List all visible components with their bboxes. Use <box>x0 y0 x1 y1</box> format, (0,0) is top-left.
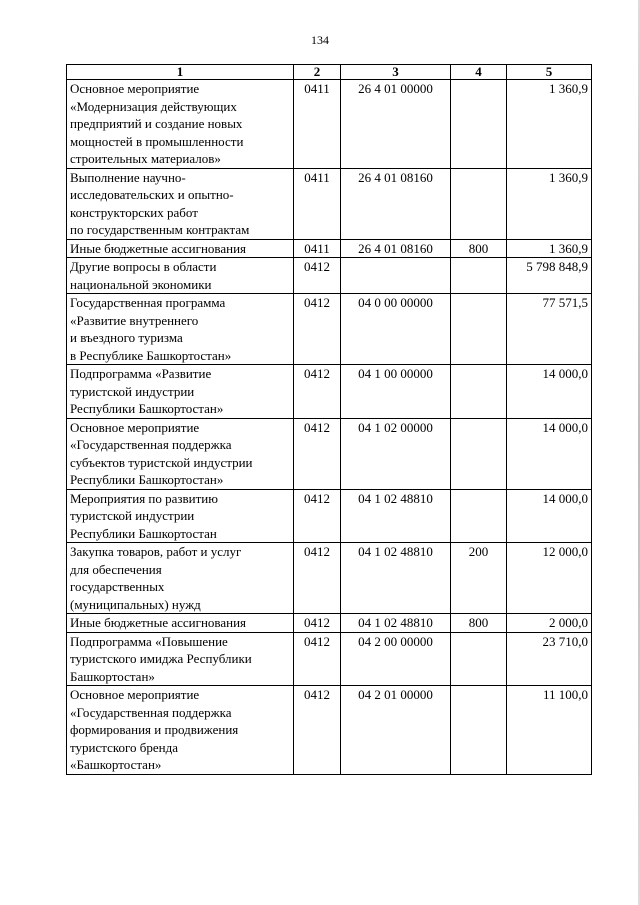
row-name-cell: Закупка товаров, работ и услуг для обеспечения государственных (муниципальных) нужд <box>67 543 294 614</box>
row-name-cell: Выполнение научно- исследовательских и опытно- конструкторских работ по государственным контрактам <box>67 168 294 239</box>
table-row <box>67 543 592 614</box>
row-target-cell: 26 4 01 08160 <box>341 239 451 258</box>
row-amount-cell: 14 000,0 <box>507 489 592 543</box>
row-type-cell <box>451 686 507 775</box>
row-name-cell: Мероприятия по развитию туристской индустрии Республики Башкортостан <box>67 489 294 543</box>
row-target-cell: 26 4 01 00000 <box>341 80 451 169</box>
row-section-cell: 0412 <box>294 294 341 365</box>
row-amount-cell: 2 000,0 <box>507 614 592 633</box>
row-target-cell: 26 4 01 08160 <box>341 168 451 239</box>
row-target-cell: 04 1 02 48810 <box>341 543 451 614</box>
row-amount-cell: 1 360,9 <box>507 80 592 169</box>
table-row <box>67 614 592 633</box>
table-row <box>67 365 592 419</box>
table-row <box>67 686 592 775</box>
table-row <box>67 294 592 365</box>
row-section-cell: 0412 <box>294 686 341 775</box>
row-type-cell <box>451 80 507 169</box>
row-amount-cell: 5 798 848,9 <box>507 258 592 294</box>
column-header-name: 1 <box>67 65 294 80</box>
row-amount-cell: 14 000,0 <box>507 365 592 419</box>
column-header-section: 2 <box>294 65 341 80</box>
row-target-cell <box>341 258 451 294</box>
row-type-cell <box>451 365 507 419</box>
row-type-cell <box>451 294 507 365</box>
row-name-cell: Подпрограмма «Повышение туристского имиджа Республики Башкортостан» <box>67 632 294 686</box>
table-row <box>67 632 592 686</box>
row-section-cell: 0412 <box>294 489 341 543</box>
row-section-cell: 0411 <box>294 80 341 169</box>
row-section-cell: 0412 <box>294 614 341 633</box>
row-type-cell <box>451 489 507 543</box>
row-target-cell: 04 1 00 00000 <box>341 365 451 419</box>
row-type-cell: 800 <box>451 239 507 258</box>
row-section-cell: 0412 <box>294 258 341 294</box>
budget-table <box>66 64 592 775</box>
row-section-cell: 0412 <box>294 365 341 419</box>
row-amount-cell: 1 360,9 <box>507 168 592 239</box>
table-body <box>67 80 592 775</box>
row-type-cell <box>451 258 507 294</box>
row-section-cell: 0412 <box>294 543 341 614</box>
row-name-cell: Иные бюджетные ассигнования <box>67 614 294 633</box>
row-name-cell: Иные бюджетные ассигнования <box>67 239 294 258</box>
row-amount-cell: 23 710,0 <box>507 632 592 686</box>
table-row <box>67 239 592 258</box>
table-row <box>67 418 592 489</box>
row-type-cell <box>451 632 507 686</box>
row-section-cell: 0411 <box>294 239 341 258</box>
table-row <box>67 258 592 294</box>
row-name-cell: Подпрограмма «Развитие туристской индустрии Республики Башкортостан» <box>67 365 294 419</box>
column-header-type: 4 <box>451 65 507 80</box>
row-name-cell: Основное мероприятие «Государственная поддержка субъектов туристской индустрии Республики Башкортостан» <box>67 418 294 489</box>
row-type-cell <box>451 418 507 489</box>
row-name-cell: Государственная программа «Развитие внутреннего и въездного туризма в Республике Башкортостан» <box>67 294 294 365</box>
row-target-cell: 04 1 02 48810 <box>341 614 451 633</box>
row-type-cell <box>451 168 507 239</box>
table-row <box>67 80 592 169</box>
table-header-row <box>67 65 592 80</box>
row-section-cell: 0411 <box>294 168 341 239</box>
row-name-cell: Основное мероприятие «Государственная поддержка формирования и продвижения туристского бренда «Башкортостан» <box>67 686 294 775</box>
row-name-cell: Основное мероприятие «Модернизация действующих предприятий и создание новых мощностей в промышленности строительных материалов» <box>67 80 294 169</box>
row-amount-cell: 1 360,9 <box>507 239 592 258</box>
row-section-cell: 0412 <box>294 418 341 489</box>
row-amount-cell: 12 000,0 <box>507 543 592 614</box>
row-type-cell: 800 <box>451 614 507 633</box>
row-target-cell: 04 1 02 48810 <box>341 489 451 543</box>
row-target-cell: 04 2 00 00000 <box>341 632 451 686</box>
row-amount-cell: 14 000,0 <box>507 418 592 489</box>
row-type-cell: 200 <box>451 543 507 614</box>
table-row <box>67 168 592 239</box>
row-section-cell: 0412 <box>294 632 341 686</box>
table-row <box>67 489 592 543</box>
row-target-cell: 04 0 00 00000 <box>341 294 451 365</box>
column-header-target: 3 <box>341 65 451 80</box>
row-name-cell: Другие вопросы в области национальной экономики <box>67 258 294 294</box>
page-number: 134 <box>311 33 329 47</box>
column-header-amount: 5 <box>507 65 592 80</box>
row-amount-cell: 77 571,5 <box>507 294 592 365</box>
row-target-cell: 04 1 02 00000 <box>341 418 451 489</box>
row-target-cell: 04 2 01 00000 <box>341 686 451 775</box>
row-amount-cell: 11 100,0 <box>507 686 592 775</box>
